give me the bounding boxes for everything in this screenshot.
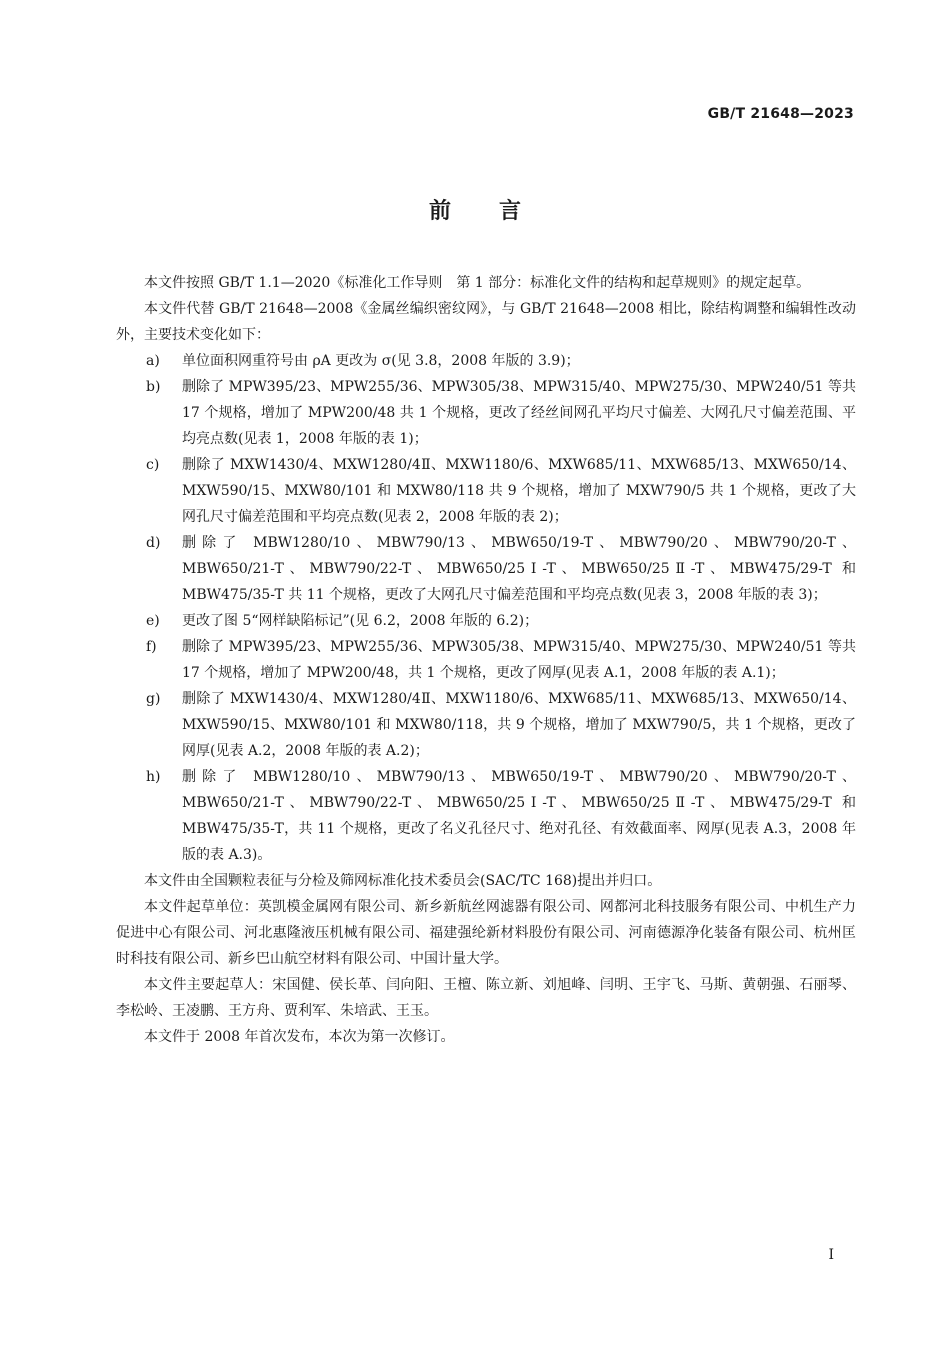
- change-item: [146, 634, 856, 686]
- change-item-text: 删除了 MPW395/23、MPW255/36、MPW305/38、MPW315/40、MPW275/30、MPW240/51 等共 17 个规格，增加了 MPW200/48，共 1 个规格，更改了网厚(见表 A.1，2008 年版的表 A.1)；: [182, 639, 856, 681]
- standard-code: GB/T 21648—2023: [707, 106, 854, 122]
- change-item-text: 删除了 MBW1280/10、MBW790/13、MBW650/19-T、MBW790/20、MBW790/20-T、MBW650/21-T、MBW790/22-T、MBW650/25Ⅰ-T、MBW650/25Ⅱ-T、MBW475/29-T 和 MBW475/35-T 共 11 个规格，更改了大网孔尺寸偏差范围和平均亮点数(见表 3，2008 年版的表 3)；: [182, 535, 856, 603]
- paragraph-drafting-units: 本文件起草单位：英凯模金属网有限公司、新乡新航丝网滤器有限公司、网都河北科技服务有限公司、中机生产力促进中心有限公司、河北惠隆液压机械有限公司、福建强纶新材料股份有限公司、河南德源净化装备有限公司、杭州匡时科技有限公司、新乡巴山航空材料有限公司、中国计量大学。: [116, 899, 856, 967]
- change-item-label: f): [146, 639, 157, 655]
- paragraph-replacement: 本文件代替 GB/T 21648—2008《金属丝编织密纹网》，与 GB/T 21648—2008 相比，除结构调整和编辑性改动外，主要技术变化如下：: [116, 301, 856, 343]
- change-item: [146, 530, 856, 608]
- change-item: [146, 374, 856, 452]
- foreword-body: [116, 270, 856, 1050]
- change-item-label: h): [146, 769, 161, 785]
- paragraph-drafters: 本文件主要起草人：宋国健、侯长革、闫向阳、王檀、陈立新、刘旭峰、闫明、王宇飞、马斯、黄朝强、石丽琴、李松岭、王凌鹏、王方舟、贾利军、朱培武、王玉。: [116, 977, 856, 1019]
- change-item-label: a): [146, 353, 160, 369]
- change-item-text: 删除了 MBW1280/10、MBW790/13、MBW650/19-T、MBW790/20、MBW790/20-T、MBW650/21-T、MBW790/22-T、MBW650/25Ⅰ-T、MBW650/25Ⅱ-T、MBW475/29-T 和 MBW475/35-T，共 11 个规格，更改了名义孔径尺寸、绝对孔径、有效截面率、网厚(见表 A.3，2008 年版的表 A.3)。: [182, 769, 856, 863]
- change-item-label: d): [146, 535, 161, 551]
- paragraph-proposer: 本文件由全国颗粒表征与分检及筛网标准化技术委员会(SAC/TC 168)提出并归口。: [144, 873, 662, 889]
- change-item-label: b): [146, 379, 161, 395]
- change-item: [146, 686, 856, 764]
- change-item: [146, 452, 856, 530]
- paragraph-history: 本文件于 2008 年首次发布，本次为第一次修订。: [144, 1029, 455, 1045]
- change-item-label: e): [146, 613, 160, 629]
- page-title: 前言: [428, 199, 569, 224]
- page-number: I: [828, 1247, 834, 1263]
- change-item-text: 删除了 MPW395/23、MPW255/36、MPW305/38、MPW315/40、MPW275/30、MPW240/51 等共 17 个规格，增加了 MPW200/48 共 1 个规格，更改了经丝间网孔平均尺寸偏差、大网孔尺寸偏差范围、平均亮点数(见表 1，2008 年版的表 1)；: [182, 379, 856, 447]
- change-item: [146, 348, 856, 374]
- change-item-text: 删除了 MXW1430/4、MXW1280/4Ⅱ、MXW1180/6、MXW685/11、MXW685/13、MXW650/14、MXW590/15、MXW80/101 和 MXW80/118 共 9 个规格，增加了 MXW790/5 共 1 个规格，更改了大网孔尺寸偏差范围和平均亮点数(见表 2，2008 年版的表 2)；: [182, 457, 856, 525]
- change-item-label: g): [146, 691, 161, 707]
- paragraph-drafting-basis: 本文件按照 GB/T 1.1—2020《标准化工作导则 第 1 部分：标准化文件的结构和起草规则》的规定起草。: [144, 275, 811, 291]
- change-item: [146, 608, 856, 634]
- change-item-text: 单位面积网重符号由 ρA 更改为 σ(见 3.8，2008 年版的 3.9)；: [182, 353, 580, 369]
- change-item: [146, 764, 856, 868]
- change-item-label: c): [146, 457, 160, 473]
- change-item-text: 更改了图 5“网样缺陷标记”(见 6.2，2008 年版的 6.2)；: [182, 613, 539, 629]
- change-item-text: 删除了 MXW1430/4、MXW1280/4Ⅱ、MXW1180/6、MXW685/11、MXW685/13、MXW650/14、MXW590/15、MXW80/101 和 MXW80/118，共 9 个规格，增加了 MXW790/5，共 1 个规格，更改了网厚(见表 A.2，2008 年版的表 A.2)；: [182, 691, 856, 759]
